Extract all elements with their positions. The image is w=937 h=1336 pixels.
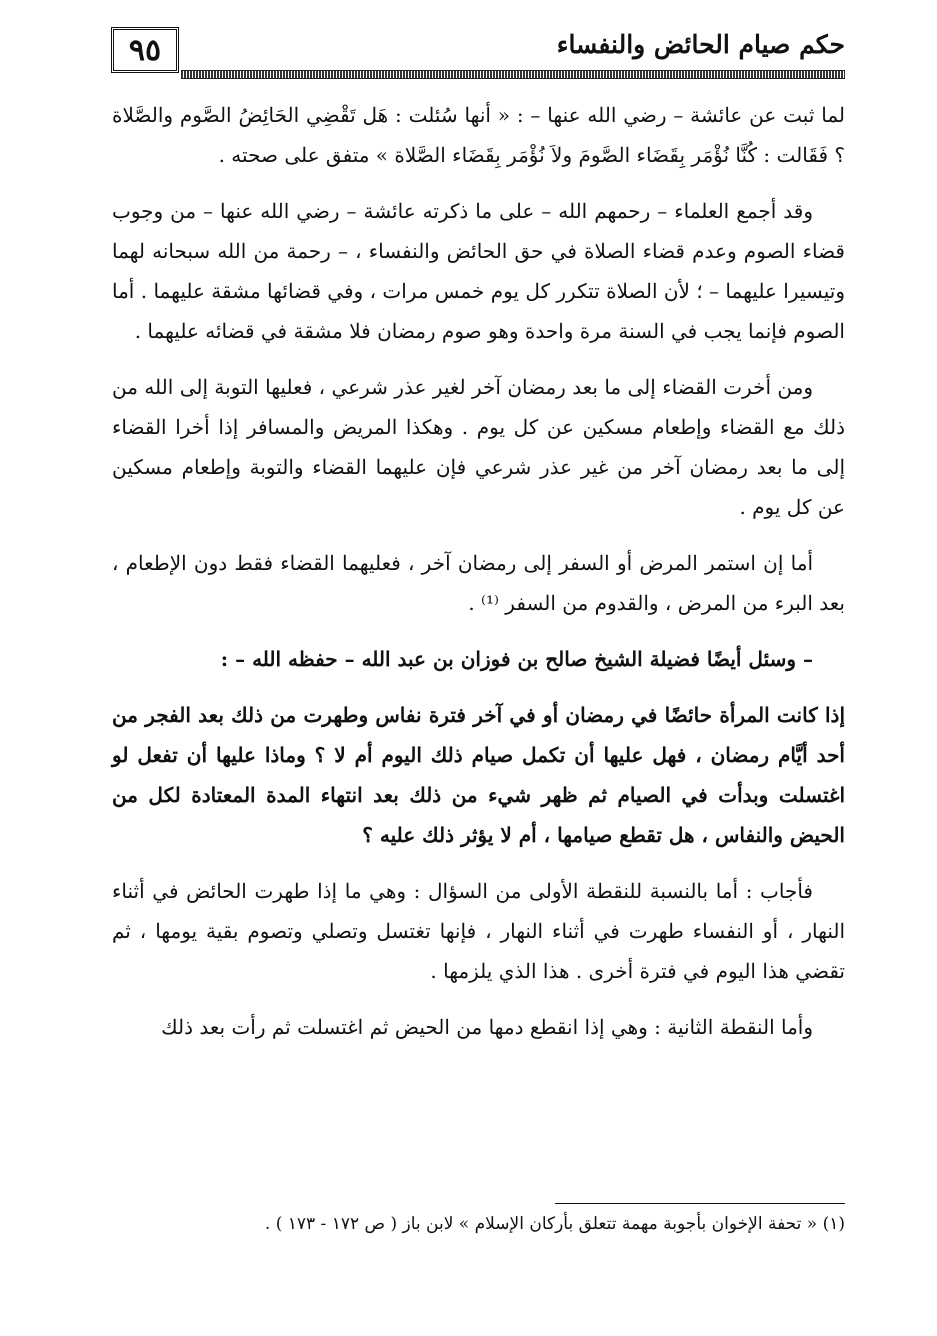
paragraph-aisha-hadith: لما ثبت عن عائشة – رضي الله عنها – : « أنها سُئلت : هَل تَقْضِي الحَائِضُ الصَّوم والصَّلاة ؟ فَقَالت : كُنَّا نُؤْمَر بِقَضَاء الصَّومَ ولاَ نُؤْمَر بِقَضَاء الصَّلاة » متفق على صحته .: [112, 103, 845, 167]
paragraph-question-intro: – وسئل أيضًا فضيلة الشيخ صالح بن فوزان بن عبد الله – حفظه الله – :: [220, 647, 813, 671]
running-header-title: حكم صيام الحائض والنفساء: [556, 30, 845, 59]
page-number-box: [111, 27, 179, 73]
paragraph-delayed-qada: ومن أخرت القضاء إلى ما بعد رمضان آخر لغير عذر شرعي ، فعليها التوبة إلى الله من ذلك مع القضاء وإطعام مسكين عن كل يوم . وهكذا المريض والمسافر إذا أخرا القضاء إلى ما بعد رمضان آخر من غير عذر شرعي فإن عليهما القضاء والتوبة وإطعام مسكين عن كل يوم .: [112, 375, 845, 519]
paragraph-continued-illness: أما إن استمر المرض أو السفر إلى رمضان آخر ، فعليهما القضاء فقط دون الإطعام ، بعد البرء من المرض ، والقدوم من السفر ⁽¹⁾ .: [112, 551, 845, 615]
page-number: ٩٥: [128, 32, 162, 68]
page-body: [112, 95, 845, 1063]
paragraph-answer-point-one: فأجاب : أما بالنسبة للنقطة الأولى من السؤال : وهي ما إذا طهرت الحائض في أثناء النهار ، أو النفساء طهرت في أثناء النهار ، فإنها تغتسل وتصلي وتصوم بقية يومها ، ثم تقضي هذا اليوم في فترة أخرى . هذا الذي يلزمها .: [112, 879, 845, 983]
header-divider: [181, 70, 845, 79]
paragraph-answer-point-two: وأما النقطة الثانية : وهي إذا انقطع دمها من الحيض ثم اغتسلت ثم رأت بعد ذلك: [161, 1015, 813, 1039]
footnote-divider: [555, 1203, 845, 1204]
footnote: (١) « تحفة الإخوان بأجوبة مهمة تتعلق بأركان الإسلام » لابن باز ( ص ١٧٢ - ١٧٣ ) .: [264, 1214, 845, 1234]
paragraph-question: إذا كانت المرأة حائضًا في رمضان أو في آخر فترة نفاس وطهرت من ذلك بعد الفجر من أحد أيَّام رمضان ، فهل عليها أن تكمل صيام ذلك اليوم أم لا ؟ وماذا عليها أن تفعل لو اغتسلت وبدأت في الصيام ثم ظهر شيء من ذلك بعد انتهاء المدة المعتادة لكل من الحيض والنفاس ، هل تقطع صيامها ، أم لا يؤثر ذلك عليه ؟: [112, 703, 845, 847]
paragraph-scholars-consensus: وقد أجمع العلماء – رحمهم الله – على ما ذكرته عائشة – رضي الله عنها – من وجوب قضاء الصوم وعدم قضاء الصلاة في حق الحائض والنفساء ، – رحمة من الله سبحانه لهما وتيسيرا عليهما – ؛ لأن الصلاة تتكرر كل يوم خمس مرات ، وفي قضائها مشقة عليهما . أما الصوم فإنما يجب في السنة مرة واحدة وهو صوم رمضان فلا مشقة في قضائه عليهما .: [112, 199, 845, 343]
